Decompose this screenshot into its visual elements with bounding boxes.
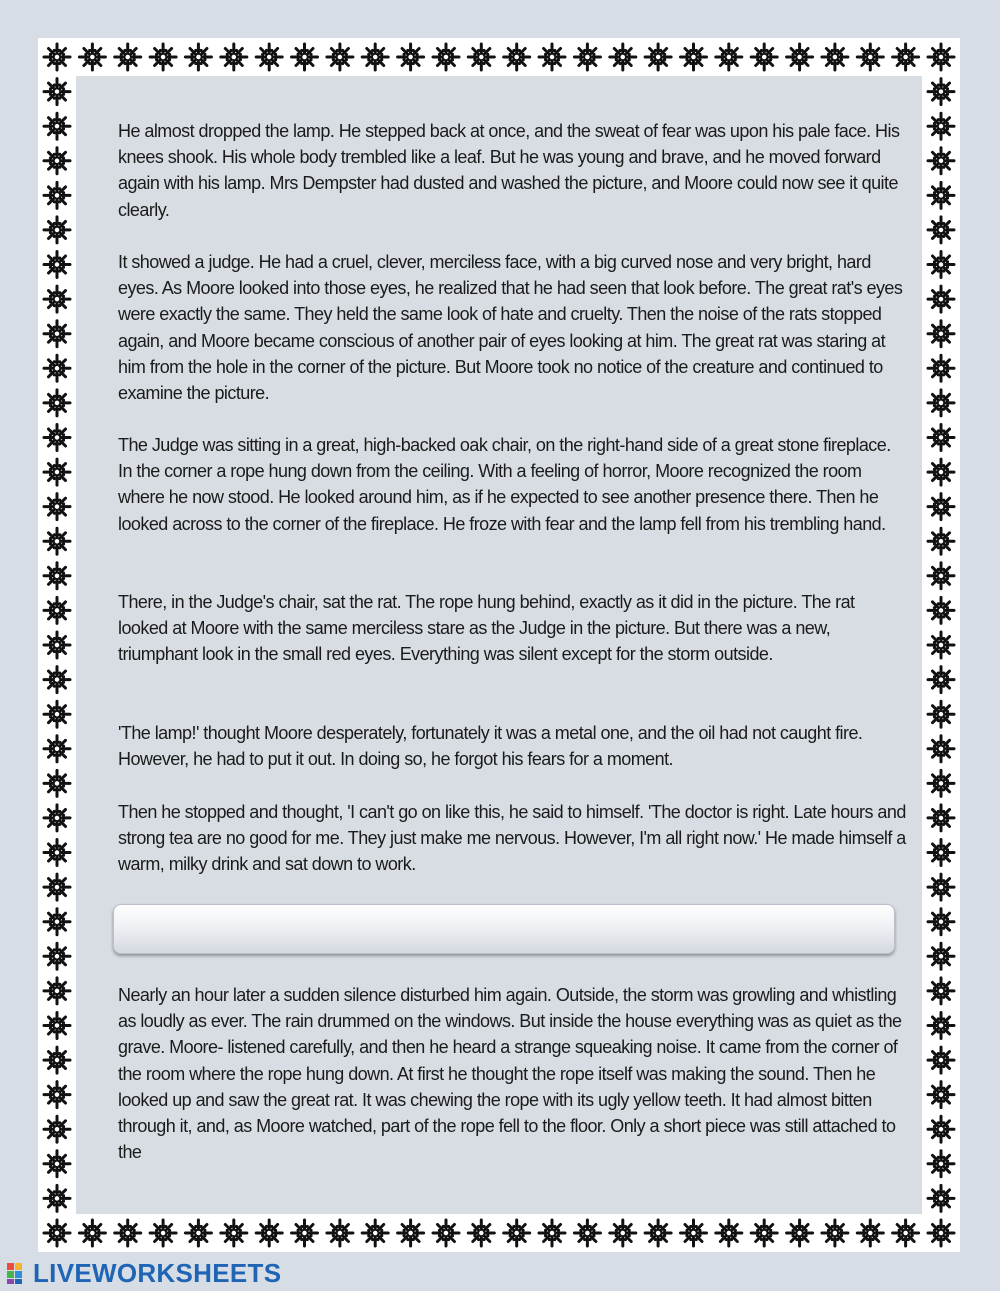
asterisk-flower-icon — [44, 978, 70, 1004]
asterisk-flower-icon — [928, 44, 954, 70]
asterisk-flower-icon — [327, 44, 353, 70]
story-paragraph-6: Then he stopped and thought, 'I can't go on like this, he said to himself. 'The doctor is right. Late hours and strong tea are no good for me. They just make me nervous. However, I'm all right now.' He made himself a warm, milky drink and sat down to work. — [118, 802, 906, 875]
asterisk-flower-icon — [44, 1082, 70, 1108]
asterisk-flower-icon — [539, 44, 565, 70]
story-paragraph-1: He almost dropped the lamp. He stepped back at once, and the sweat of fear was upon his pale face. His knees shook. His whole body trembled like a leaf. But he was young and brave, and he moved forward again with his lamp. Mrs Dempster had dusted and washed the picture, and Moore could now see it quite clearly. — [118, 121, 900, 220]
story-paragraph-3: The Judge was sitting in a great, high-backed oak chair, on the right-hand side of a great stone fireplace. In the corner a rope hung down from the ceiling. With a feeling of horror, Moore recognized the room where he now stood. He looked around him, as if he expected to see another presence there. Then he looked across to the corner of the fireplace. He froze with fear and the lamp fell from his trembling hand. — [118, 435, 891, 534]
asterisk-flower-icon — [44, 840, 70, 866]
asterisk-flower-icon — [787, 1220, 813, 1246]
asterisk-flower-icon — [44, 1151, 70, 1177]
asterisk-flower-icon — [928, 874, 954, 900]
asterisk-flower-icon — [716, 1220, 742, 1246]
asterisk-flower-icon — [327, 1220, 353, 1246]
asterisk-flower-icon — [221, 44, 247, 70]
asterisk-flower-icon — [44, 113, 70, 139]
asterisk-flower-icon — [928, 79, 954, 105]
asterisk-flower-icon — [928, 321, 954, 347]
asterisk-flower-icon — [751, 44, 777, 70]
asterisk-flower-icon — [928, 736, 954, 762]
asterisk-flower-icon — [645, 1220, 671, 1246]
asterisk-flower-icon — [574, 1220, 600, 1246]
asterisk-flower-icon — [928, 597, 954, 623]
asterisk-flower-icon — [822, 44, 848, 70]
asterisk-flower-icon — [928, 805, 954, 831]
asterisk-flower-icon — [928, 1082, 954, 1108]
asterisk-flower-icon — [928, 667, 954, 693]
asterisk-flower-icon — [928, 1013, 954, 1039]
asterisk-flower-icon — [44, 217, 70, 243]
asterisk-flower-icon — [928, 217, 954, 243]
asterisk-flower-icon — [928, 840, 954, 866]
asterisk-flower-icon — [44, 805, 70, 831]
asterisk-flower-icon — [44, 1185, 70, 1211]
asterisk-flower-icon — [44, 770, 70, 796]
asterisk-flower-icon — [928, 632, 954, 658]
asterisk-flower-icon — [44, 390, 70, 416]
asterisk-flower-icon — [928, 355, 954, 381]
asterisk-flower-icon — [44, 286, 70, 312]
asterisk-flower-icon — [185, 44, 211, 70]
asterisk-flower-icon — [44, 667, 70, 693]
asterisk-flower-icon — [292, 44, 318, 70]
asterisk-flower-icon — [857, 1220, 883, 1246]
asterisk-flower-icon — [115, 1220, 141, 1246]
asterisk-flower-icon — [610, 1220, 636, 1246]
asterisk-flower-icon — [928, 563, 954, 589]
story-paragraph-4: There, in the Judge's chair, sat the rat. The rope hung behind, exactly as it did in the picture. The rat looked at Moore with the same merciless stare as the Judge in the picture. But there was a new, triumphant look in the small red eyes. Everything was silent except for the storm outside. — [118, 592, 855, 665]
asterisk-flower-icon — [44, 701, 70, 727]
asterisk-flower-icon — [256, 44, 282, 70]
asterisk-flower-icon — [539, 1220, 565, 1246]
asterisk-flower-icon — [928, 286, 954, 312]
asterisk-flower-icon — [44, 355, 70, 381]
asterisk-flower-icon — [716, 44, 742, 70]
asterisk-flower-icon — [256, 1220, 282, 1246]
asterisk-flower-icon — [79, 1220, 105, 1246]
brand-name: LIVEWORKSHEETS — [33, 1257, 282, 1288]
asterisk-flower-icon — [645, 44, 671, 70]
asterisk-flower-icon — [44, 252, 70, 278]
asterisk-flower-icon — [504, 44, 530, 70]
asterisk-flower-icon — [928, 425, 954, 451]
asterisk-flower-icon — [928, 1185, 954, 1211]
asterisk-flower-icon — [893, 1220, 919, 1246]
asterisk-flower-icon — [150, 44, 176, 70]
worksheet-sheet — [38, 38, 960, 1252]
asterisk-flower-icon — [928, 701, 954, 727]
asterisk-flower-icon — [574, 44, 600, 70]
asterisk-flower-icon — [44, 44, 70, 70]
asterisk-flower-icon — [44, 148, 70, 174]
asterisk-flower-icon — [681, 1220, 707, 1246]
asterisk-flower-icon — [928, 252, 954, 278]
asterisk-flower-icon — [928, 978, 954, 1004]
asterisk-flower-icon — [150, 1220, 176, 1246]
asterisk-flower-icon — [928, 182, 954, 208]
asterisk-flower-icon — [928, 1116, 954, 1142]
asterisk-flower-icon — [44, 1220, 70, 1246]
asterisk-flower-icon — [893, 44, 919, 70]
asterisk-flower-icon — [44, 943, 70, 969]
asterisk-flower-icon — [928, 528, 954, 554]
footer-logo[interactable] — [6, 1258, 281, 1288]
asterisk-flower-icon — [44, 1047, 70, 1073]
asterisk-flower-icon — [44, 79, 70, 105]
asterisk-flower-icon — [822, 1220, 848, 1246]
asterisk-flower-icon — [292, 1220, 318, 1246]
asterisk-flower-icon — [468, 44, 494, 70]
answer-input-box[interactable] — [113, 904, 895, 954]
asterisk-flower-icon — [44, 182, 70, 208]
asterisk-flower-icon — [44, 563, 70, 589]
asterisk-flower-icon — [928, 770, 954, 796]
asterisk-flower-icon — [398, 44, 424, 70]
asterisk-flower-icon — [44, 425, 70, 451]
asterisk-flower-icon — [44, 736, 70, 762]
asterisk-flower-icon — [504, 1220, 530, 1246]
asterisk-flower-icon — [44, 459, 70, 485]
asterisk-flower-icon — [362, 1220, 388, 1246]
asterisk-flower-icon — [468, 1220, 494, 1246]
asterisk-flower-icon — [44, 1013, 70, 1039]
story-paragraph-5: 'The lamp!' thought Moore desperately, fortunately it was a metal one, and the oil had not caught fire. However, he had to put it out. In doing so, he forgot his fears for a moment. — [118, 723, 863, 770]
asterisk-flower-icon — [44, 874, 70, 900]
story-paragraph-2: It showed a judge. He had a cruel, clever, merciless face, with a big curved nose and very bright, hard eyes. As Moore looked into those eyes, he realized that he had seen that look before. The great rat's eyes were exactly the same. They held the same look of hate and cruelty. Then the noise of the rats stopped again, and Moore became conscious of another pair of eyes looking at him. The great rat was staring at him from the hole in the corner of the picture. But Moore took no notice of the creature and continued to examine the picture. — [118, 252, 903, 404]
asterisk-flower-icon — [928, 1151, 954, 1177]
asterisk-flower-icon — [44, 597, 70, 623]
asterisk-flower-icon — [857, 44, 883, 70]
asterisk-flower-icon — [751, 1220, 777, 1246]
asterisk-flower-icon — [928, 909, 954, 935]
asterisk-flower-icon — [44, 494, 70, 520]
asterisk-flower-icon — [928, 943, 954, 969]
asterisk-flower-icon — [928, 390, 954, 416]
asterisk-flower-icon — [433, 1220, 459, 1246]
asterisk-flower-icon — [44, 321, 70, 347]
asterisk-flower-icon — [928, 494, 954, 520]
asterisk-flower-icon — [787, 44, 813, 70]
asterisk-flower-icon — [928, 148, 954, 174]
asterisk-flower-icon — [221, 1220, 247, 1246]
asterisk-flower-icon — [44, 632, 70, 658]
asterisk-flower-icon — [115, 44, 141, 70]
asterisk-flower-icon — [681, 44, 707, 70]
asterisk-flower-icon — [433, 44, 459, 70]
asterisk-flower-icon — [610, 44, 636, 70]
asterisk-flower-icon — [44, 528, 70, 554]
story-paragraph-7: Nearly an hour later a sudden silence disturbed him again. Outside, the storm was growling and whistling as loudly as ever. The rain drummed on the windows. But inside the house everything was as quiet as the grave. Moore- listened carefully, and then he heard a strange squeaking noise. It came from the corner of the room where the rope hung down. At first he thought the rope itself was making the sound. Then he looked up and saw the great rat. It was chewing the rope with its ugly yellow teeth. It had almost bitten through it, and, as Moore watched, part of the rope fell to the floor. Only a short piece was still attached to the — [118, 985, 902, 1163]
asterisk-flower-icon — [185, 1220, 211, 1246]
asterisk-flower-icon — [928, 459, 954, 485]
asterisk-flower-icon — [398, 1220, 424, 1246]
asterisk-flower-icon — [362, 44, 388, 70]
asterisk-flower-icon — [79, 44, 105, 70]
asterisk-flower-icon — [928, 1220, 954, 1246]
asterisk-flower-icon — [44, 909, 70, 935]
liveworksheets-logo-icon — [6, 1260, 32, 1286]
asterisk-flower-icon — [928, 1047, 954, 1073]
asterisk-flower-icon — [44, 1116, 70, 1142]
asterisk-flower-icon — [928, 113, 954, 139]
